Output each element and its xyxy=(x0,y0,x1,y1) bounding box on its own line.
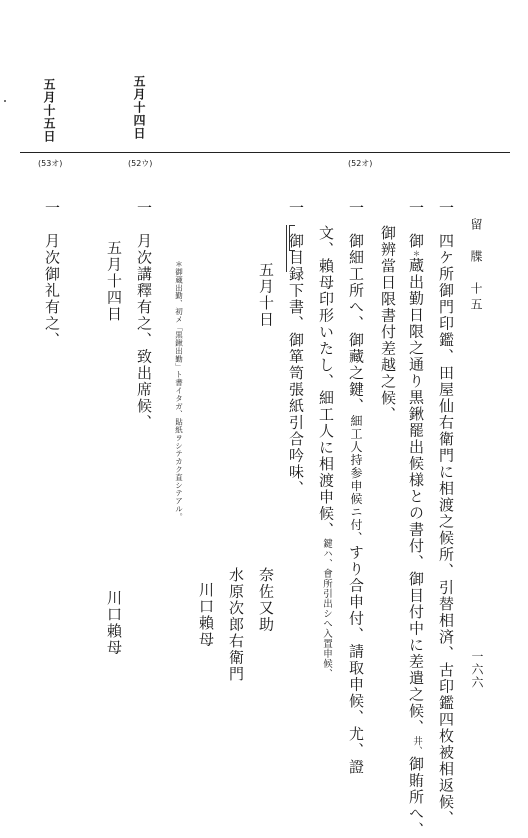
entry-kurokuwa-order xyxy=(408,200,423,838)
entry-storehouse-key xyxy=(348,200,363,776)
entry-bento-deadline: 御辨當日限書付差越之候、 xyxy=(379,225,397,423)
entry-kurokuwa-b: 蔵出勤日限之通り黒鍬罷出候様との書付、御目付中に差遣之候、 xyxy=(407,257,425,736)
folio-52u: (52ウ) xyxy=(128,159,153,168)
signer-mizuhara: 水原次郎右衛門 xyxy=(227,567,245,683)
entry-kurokuwa-a: 一 御 xyxy=(407,200,425,250)
entry-seal-return: 一 四ケ所御門印鑑、田屋仙右衛門に相渡之候所、引替相済、古印鑑四枚被相返候、 xyxy=(437,200,455,827)
folio-53o: (53オ) xyxy=(38,159,63,168)
entry-handover-a: 文、賴母印形いたし、細工人に相渡申候、 xyxy=(317,225,335,539)
entry-key-handover xyxy=(318,225,333,679)
page-header-title: 留 牒 十五 xyxy=(469,218,483,314)
signer-kawaguchi-2: 川口賴母 xyxy=(105,590,123,656)
folio-52o: (52オ) xyxy=(348,159,373,168)
page-speck xyxy=(4,100,6,102)
entry-key-a: 一 御細工所へ、御藏之鍵、 xyxy=(347,200,365,415)
entry-lecture: 一 月次講釋有之、致出席候、 xyxy=(135,200,153,431)
entry-monthly-rite: 一 月次御礼有之、 xyxy=(43,200,61,349)
entry-kurokuwa-note: 井、 xyxy=(411,735,422,756)
signer-kawaguchi: 川口賴母 xyxy=(197,582,215,648)
entry-key-b: 細工人持参申候ニ付、 xyxy=(349,414,363,545)
entry-handover-note: 鍵ハ、會所引出シへ入置申候、 xyxy=(321,538,332,679)
editorial-asterisk: ＊ xyxy=(412,249,421,258)
signer-nasa: 奈佐又助 xyxy=(257,567,275,633)
entry-kurokuwa-c: 御賄所へ、 xyxy=(407,755,425,838)
entry-date-10: 五月十日 xyxy=(257,262,275,328)
entry-key-c: すり合申付、請取申候、尤、證 xyxy=(347,544,365,776)
page-number: 一六六 xyxy=(470,650,484,689)
footnote: ＊御蔵出勤、初メ「黒鍬出勤」ト書イタガ、貼紙ヲシテカク直シテアル。 xyxy=(174,260,184,521)
date-header-15: 五月十五日 xyxy=(42,78,56,143)
entry-catalog-draft: 一 御目録下書、御箪笥張紙引合吟味、 xyxy=(287,200,305,497)
entry-date-14: 五月十四日 xyxy=(105,240,123,323)
horizontal-rule xyxy=(20,152,510,153)
date-header-14: 五月十四日 xyxy=(132,75,146,140)
